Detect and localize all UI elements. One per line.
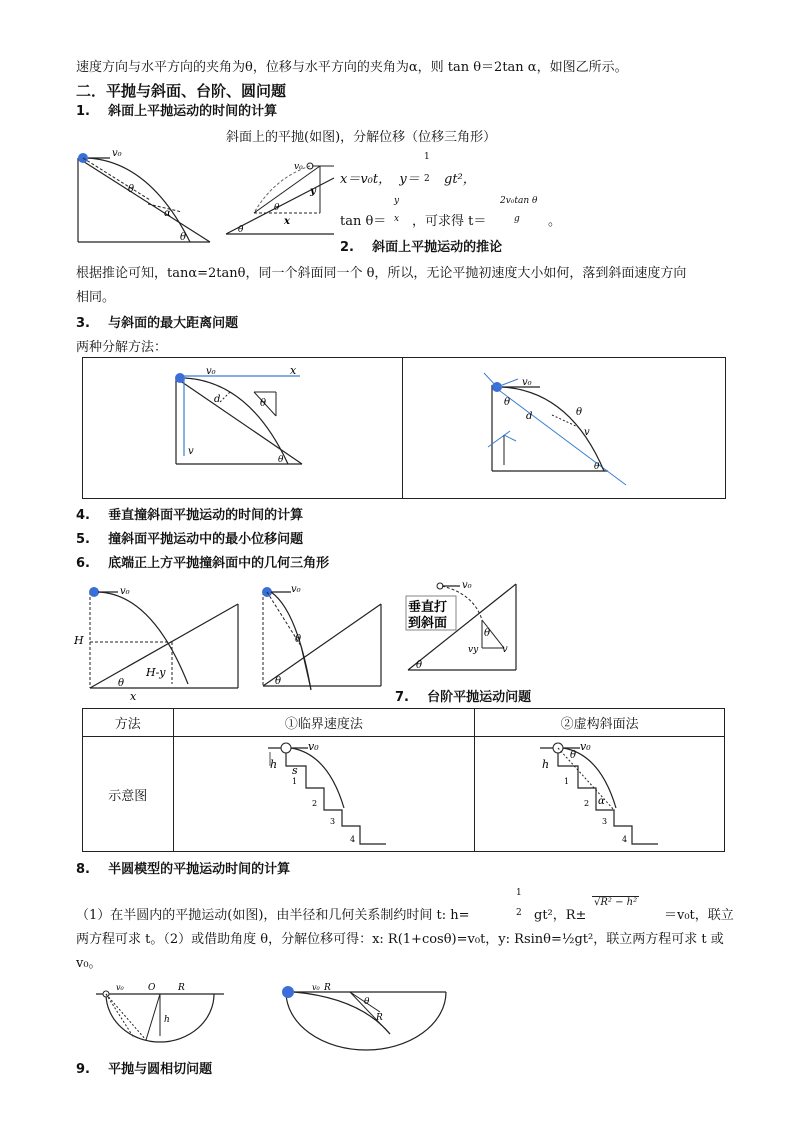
- fig-d-label: d: [214, 394, 221, 405]
- eq1-y: y＝: [399, 172, 420, 187]
- eq2-frac-den: x: [394, 214, 400, 224]
- fig-v0-label: v₀: [462, 580, 472, 591]
- eq2-t-den: g: [514, 214, 520, 224]
- fig-vy-label: vy: [468, 645, 479, 655]
- fig-theta-label: θ: [274, 203, 280, 213]
- item-5-heading: [76, 528, 303, 547]
- fig-theta-label: θ: [576, 407, 583, 418]
- two-methods-text: 两种分解方法：: [76, 340, 168, 355]
- step-label: 4: [622, 835, 628, 844]
- fig-H-y-label: H-y: [146, 666, 166, 679]
- item-title: 台阶平抛运动问题: [427, 690, 532, 705]
- figure-step-critical-velocity: [268, 740, 392, 848]
- item-1-heading: [76, 100, 277, 119]
- item-8-heading: [76, 858, 290, 877]
- step-label: 2: [584, 799, 590, 808]
- item-number: 4.: [76, 508, 90, 523]
- perp-hit-label-1: 垂直打: [408, 600, 448, 615]
- slope-caption: 斜面上的平抛(如图)，分解位移（位移三角形）: [226, 130, 497, 145]
- fig-theta-label: θ: [118, 678, 125, 689]
- figure-perpendicular-hit: [404, 580, 520, 674]
- item-title: 半圆模型的平抛运动时间的计算: [108, 862, 291, 877]
- eq2-t-num: 2v₀tan θ: [500, 196, 538, 206]
- semicircle-sqrt: √R² − h²: [594, 897, 638, 908]
- item-number: 3.: [76, 316, 90, 331]
- semicircle-frac-den: 2: [516, 908, 522, 918]
- fig-v0-label: v₀: [116, 983, 124, 992]
- fig-alpha-label: α: [164, 208, 171, 219]
- item-number: 2.: [340, 240, 354, 255]
- fig-theta-label: θ: [275, 676, 282, 687]
- fig-v0-label: v₀: [112, 148, 122, 159]
- figure-bottom-above-slope-b: [255, 580, 385, 690]
- fig-x-label: x: [284, 216, 290, 227]
- item-title: 斜面上平抛运动的时间的计算: [108, 104, 278, 119]
- item-title: 与斜面的最大距离问题: [108, 316, 239, 331]
- item-4-heading: [76, 504, 303, 523]
- figure-slope-projectile-a: [70, 148, 215, 248]
- fig-theta-label: θ: [416, 660, 423, 671]
- fig-theta-label: θ: [484, 628, 491, 639]
- item-title: 撞斜面平抛运动中的最小位移问题: [108, 532, 304, 547]
- fig-v-label: v: [502, 644, 508, 655]
- semicircle-line-3: v₀。: [76, 956, 102, 971]
- section-title: 二．平抛与斜面、台阶、圆问题: [76, 82, 287, 100]
- fig-h-label: h: [542, 758, 550, 771]
- eq1-gt2: gt²，: [444, 172, 476, 187]
- fig-R-label: R: [178, 983, 185, 993]
- figure-decompose-axes: [170, 364, 310, 468]
- item-title: 底端正上方平抛撞斜面中的几何三角形: [108, 556, 330, 571]
- item-number: 7.: [395, 690, 409, 705]
- item-3-heading: [76, 312, 238, 331]
- eq1-frac-den: 2: [424, 174, 430, 184]
- fig-h-label: h: [270, 758, 278, 771]
- inference-text-2: 相同。: [76, 290, 116, 305]
- eq2-tan: tan θ＝: [340, 214, 387, 229]
- semicircle-line-1b: gt²，R±: [534, 908, 587, 923]
- fig-theta-label: θ: [180, 232, 187, 243]
- fig-v0-label: v₀: [312, 983, 320, 992]
- step-label: 3: [330, 817, 336, 826]
- fig-h-label: h: [164, 1015, 170, 1025]
- fig-y-label: y: [310, 186, 316, 197]
- eq2-end: 。: [548, 214, 562, 229]
- item-number: 5.: [76, 532, 90, 547]
- fig-theta-label: θ: [570, 750, 577, 761]
- inference-text-1: 根据推论可知，tanα=2tanθ，同一个斜面同一个 θ，所以，无论平抛初速度大小如何，落到斜面速度方向: [76, 266, 687, 281]
- fig-s-label: s: [292, 764, 298, 777]
- fig-x-label: x: [290, 364, 297, 377]
- fig-O-label: O: [148, 983, 156, 993]
- item-title: 平抛与圆相切问题: [108, 1062, 213, 1077]
- fig-x-label: x: [130, 690, 137, 703]
- fig-theta-label: θ: [238, 225, 244, 235]
- figure-decompose-along-slope: [480, 375, 630, 485]
- table-header-cell: ②虚构斜面法: [475, 709, 725, 737]
- item-2-heading: [340, 236, 502, 255]
- step-label: 4: [350, 835, 356, 844]
- fig-v0-label: v₀: [580, 740, 591, 753]
- figure-semicircle-b: [280, 982, 450, 1052]
- perp-hit-label-2: 到斜面: [408, 616, 448, 631]
- fig-R-label: R: [376, 1013, 383, 1023]
- fig-v0-label: v₀: [522, 377, 532, 388]
- fig-R-label: R: [324, 983, 331, 993]
- fig-H-label: H: [74, 634, 84, 647]
- semicircle-line-2: 两方程可求 t。（2）或借助角度 θ，分解位移可得：x: R(1+cosθ)=v₀t，y: Rsinθ=½gt²，联立两方程可求 t 或: [76, 932, 724, 947]
- eq1-x: x＝v₀t，: [340, 172, 392, 187]
- fig-theta-label: θ: [128, 184, 135, 195]
- item-6-heading: [76, 552, 329, 571]
- step-label: 3: [602, 817, 608, 826]
- semicircle-line-1a: （1）在半圆内的平抛运动(如图)，由半径和几何关系制约时间 t: h=: [76, 908, 470, 923]
- fig-theta-label: θ: [364, 997, 370, 1007]
- equation-1: [340, 168, 420, 187]
- fig-v-label: v: [584, 427, 590, 438]
- step-label: 2: [312, 799, 318, 808]
- eq2-frac-num: y: [394, 196, 400, 206]
- fig-v0-label: v₀: [294, 162, 303, 172]
- item-title: 垂直撞斜面平抛运动的时间的计算: [108, 508, 304, 523]
- fig-alpha-label: α: [598, 796, 605, 807]
- table-row-label: 示意图: [83, 737, 174, 852]
- item-number: 6.: [76, 556, 90, 571]
- two-methods-divider: [402, 357, 403, 498]
- fig-theta-label: θ: [260, 398, 267, 409]
- figure-bottom-above-slope-a: [72, 580, 242, 703]
- semicircle-line-1c: ＝v₀t，联立: [664, 908, 734, 923]
- fig-v0-label: v₀: [120, 586, 130, 597]
- figure-semicircle-a: [96, 982, 226, 1044]
- eq1-frac-num: 1: [424, 152, 430, 162]
- fig-theta-label: θ: [278, 455, 284, 465]
- fig-v0-label: v₀: [291, 584, 301, 595]
- fig-d-label: d: [526, 411, 533, 422]
- fig-v0-label: v₀: [308, 740, 319, 753]
- intro-line: 速度方向与水平方向的夹角为θ，位移与水平方向的夹角为α，则 tan θ＝2tan α，如图乙所示。: [76, 60, 628, 75]
- fig-theta-label: θ: [504, 397, 511, 408]
- fig-v-label: v: [188, 446, 194, 457]
- fig-theta-label: θ: [295, 634, 302, 645]
- fig-theta-label: θ: [594, 462, 600, 472]
- semicircle-sqrt-content: R² − h²: [600, 897, 638, 908]
- item-7-heading: [395, 686, 531, 705]
- figure-step-virtual-slope: [540, 740, 664, 848]
- item-number: 1.: [76, 104, 90, 119]
- item-number: 8.: [76, 862, 90, 877]
- item-number: 9.: [76, 1062, 90, 1077]
- step-label: 1: [292, 777, 298, 786]
- step-label: 1: [564, 777, 570, 786]
- fig-v0-label: v₀: [206, 366, 216, 377]
- item-title: 斜面上平抛运动的推论: [372, 240, 503, 255]
- item-9-heading: [76, 1058, 212, 1077]
- table-header-cell: ①临界速度法: [173, 709, 475, 737]
- eq2-mid: ，可求得 t＝: [412, 214, 487, 229]
- table-header-cell: 方法: [83, 709, 174, 737]
- figure-displacement-triangle: [224, 158, 336, 238]
- semicircle-frac-num: 1: [516, 888, 522, 898]
